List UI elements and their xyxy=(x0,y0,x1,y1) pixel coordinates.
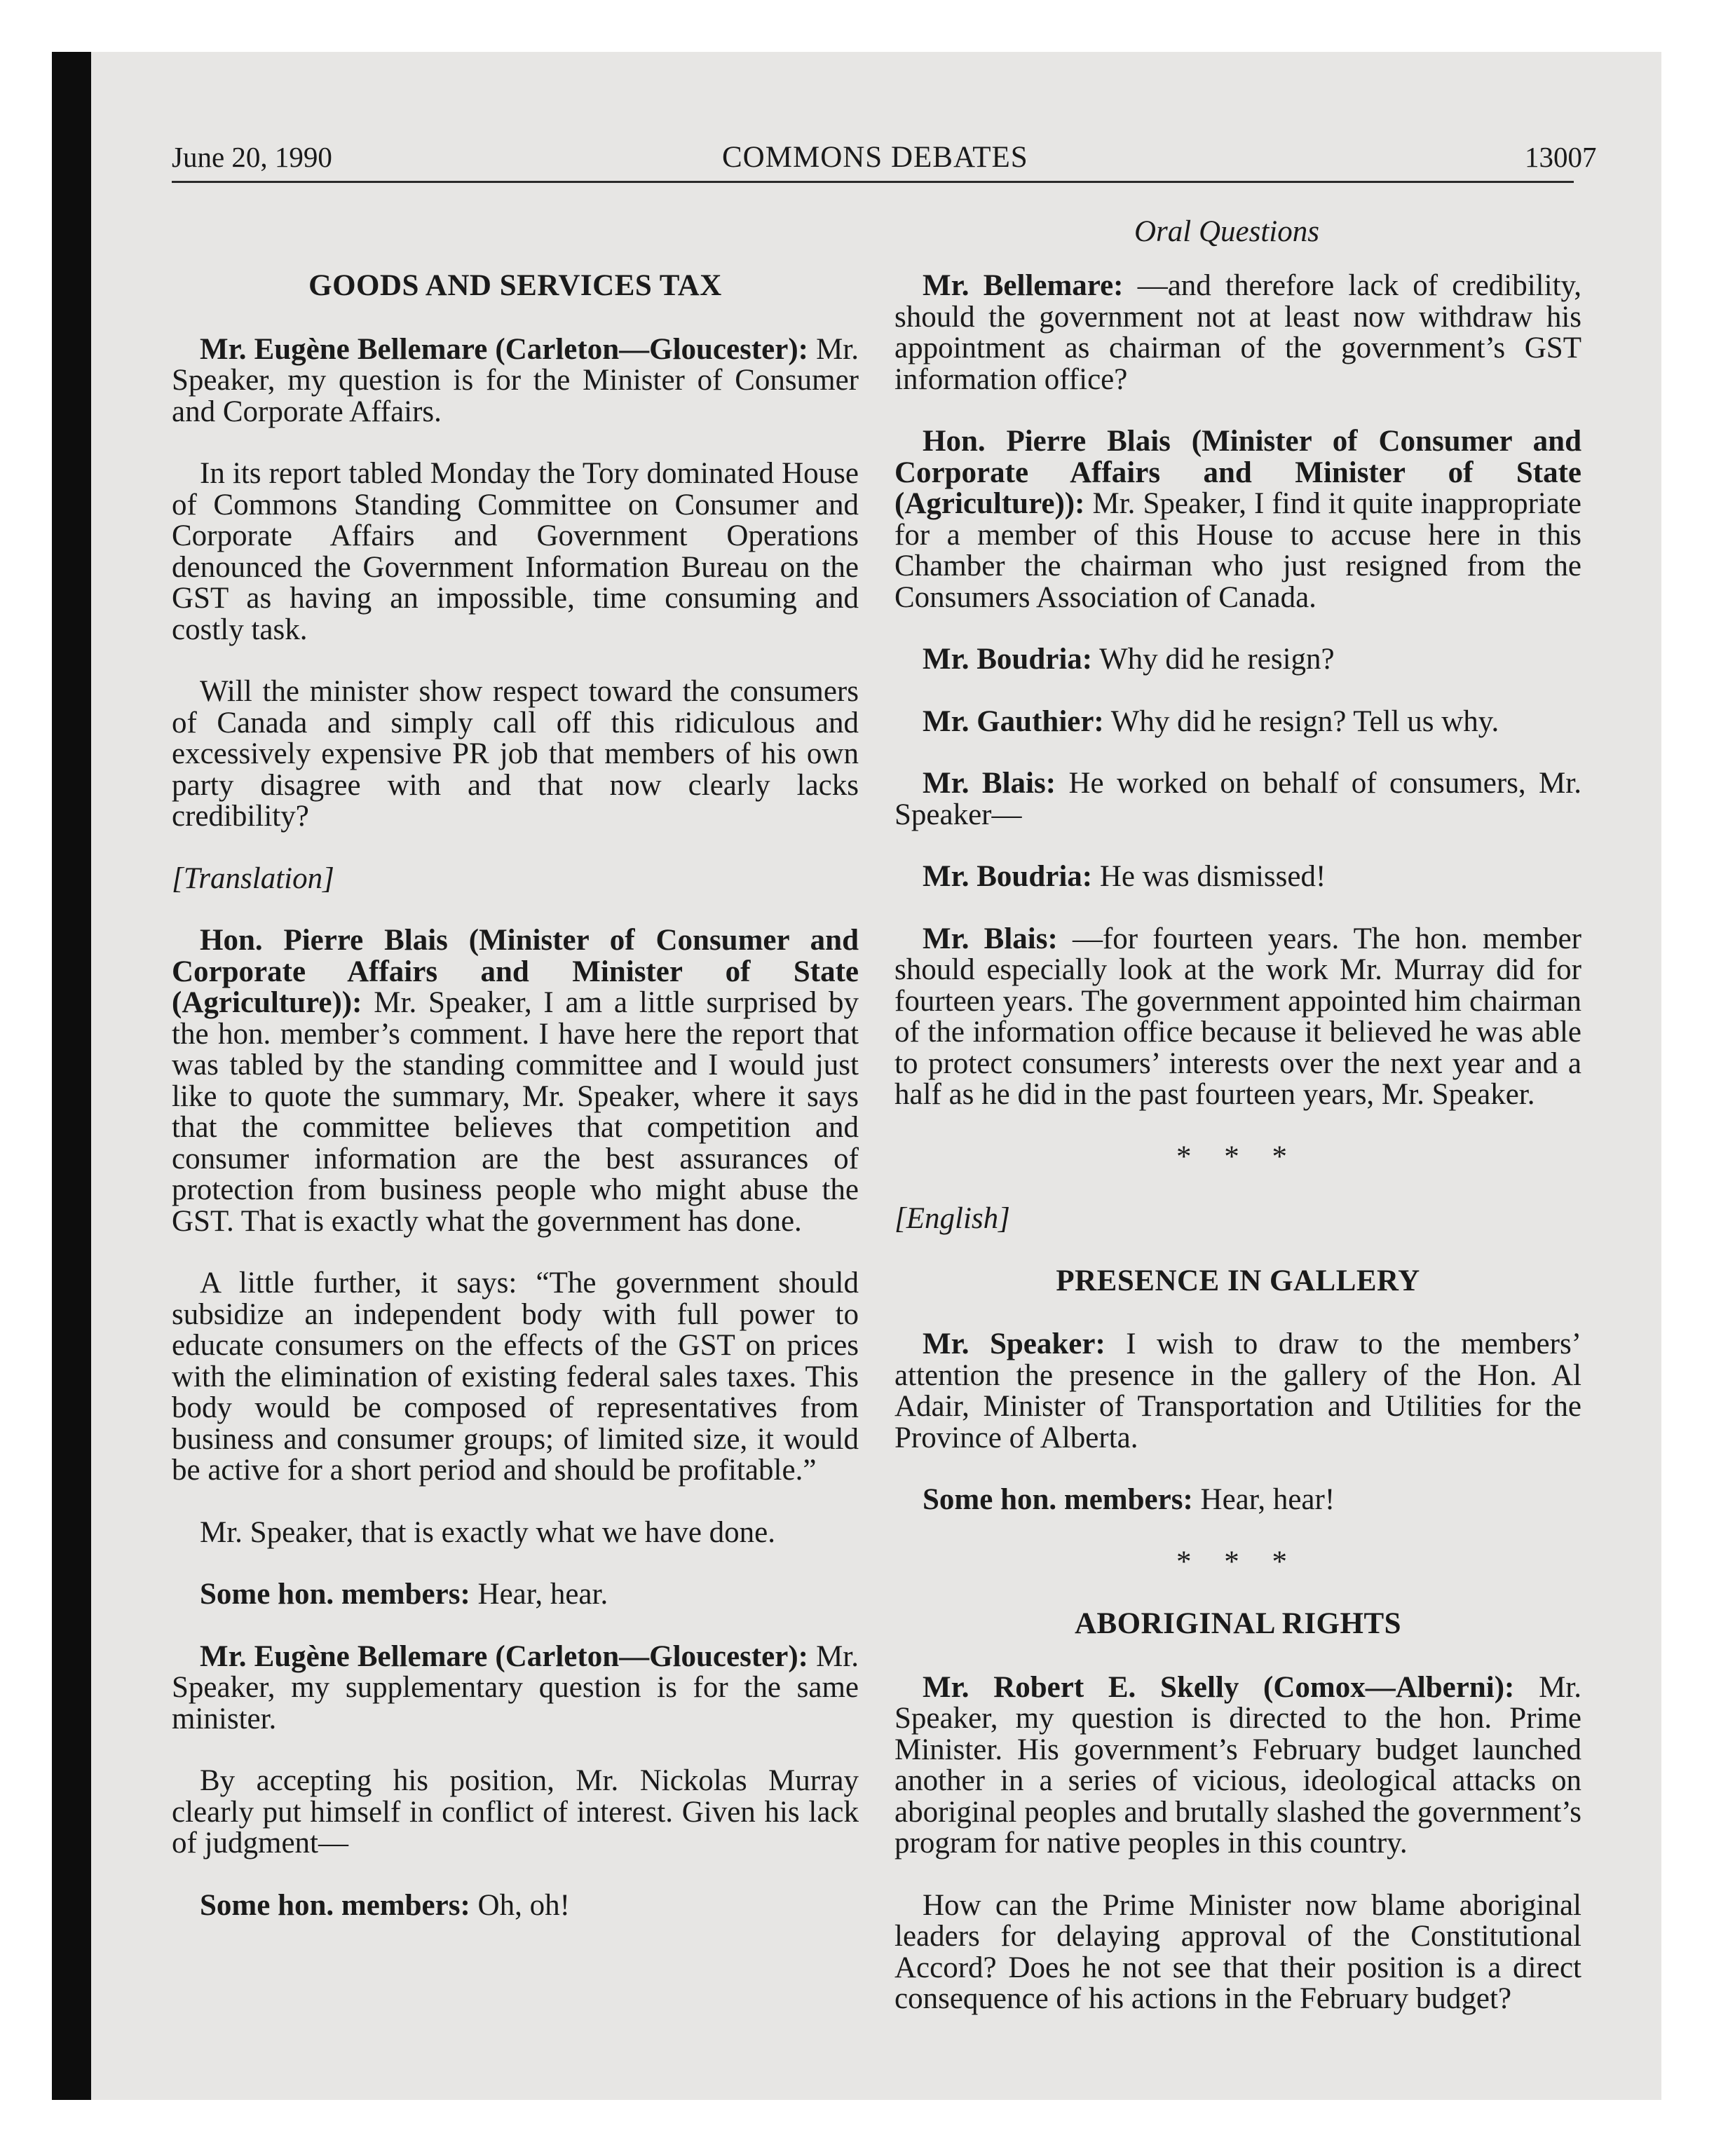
paragraph xyxy=(172,1579,859,1611)
paragraph xyxy=(894,924,1581,1111)
paragraph xyxy=(894,861,1581,893)
speaker-name: Mr. Boudria: xyxy=(923,860,1093,893)
speech-text: Oh, oh! xyxy=(470,1888,570,1922)
speech-text: Hear, hear! xyxy=(1192,1483,1335,1516)
header-title: COMMONS DEBATES xyxy=(722,141,1028,174)
paragraph xyxy=(894,704,1581,738)
speaker-name: Hon. Pierre Blais (Minister of Consumer and Corporate Affairs and Minister of State (Agriculture)): xyxy=(172,924,859,1019)
scan-edge-bar xyxy=(52,52,91,2100)
speaker-name: Mr. Blais: xyxy=(923,767,1056,800)
speaker-name: Mr. Bellemare: xyxy=(923,269,1124,302)
speech-text: Why did he resign? Tell us why. xyxy=(1103,704,1499,738)
paragraph: In its report tabled Monday the Tory dominated House of Commons Standing Committee on Consumer and Corporate Affairs and Government Operations denounced the Government Information Bureau on the GST as having an impossible, time consuming and costly task. xyxy=(172,457,859,646)
paragraph: How can the Prime Minister now blame aboriginal leaders for delaying approval of the Constitutional Accord? Does he not see that their position is a direct consequence of his actions in the February budget? xyxy=(894,1888,1581,2015)
paragraph: Will the minister show respect toward the consumers of Canada and simply call off this ridiculous and excessively expensive PR job that members of his own party disagree with and that now clearly lacks credibility? xyxy=(172,675,859,833)
speaker-name: Mr. Boudria: xyxy=(923,643,1093,676)
header-page-number: 13007 xyxy=(1525,141,1597,173)
section-separator: * * * xyxy=(1176,1140,1300,1173)
paragraph xyxy=(894,644,1581,676)
speaker-name: Mr. Blais: xyxy=(923,922,1058,955)
section-heading-gst: GOODS AND SERVICES TAX xyxy=(308,269,722,302)
header-date: June 20, 1990 xyxy=(172,141,332,173)
paragraph xyxy=(172,334,859,428)
paragraph xyxy=(172,1890,859,1922)
speaker-name: Mr. Eugène Bellemare (Carleton—Gloucester): xyxy=(200,1639,808,1673)
speaker-name: Mr. Speaker: xyxy=(923,1328,1105,1360)
paragraph xyxy=(894,1485,1581,1516)
speech-text: —for fourteen years. The hon. member should especially look at the work Mr. Murray did for fourteen years. The government appointed him chairman of the information office because it believed he was able to protect consumers’ interests over the next year and a half as he did in the past fourteen years, Mr. Speaker. xyxy=(894,922,1581,1111)
speech-text: Mr. Speaker, I find it quite inappropriate for a member of this House to accuse here in this Chamber the chairman who just resigned from the Consumers Association of Canada. xyxy=(894,487,1581,614)
speech-text: Mr. Speaker, my question is for the Minister of Consumer and Corporate Affairs. xyxy=(172,332,859,428)
speaker-name: Hon. Pierre Blais (Minister of Consumer and Corporate Affairs and Minister of State (Agriculture)): xyxy=(894,425,1581,520)
paragraph xyxy=(172,925,859,1237)
speech-text: He was dismissed! xyxy=(1092,860,1326,893)
speaker-name: Mr. Robert E. Skelly (Comox—Alberni): xyxy=(923,1670,1515,1704)
paragraph: By accepting his position, Mr. Nickolas Murray clearly put himself in conflict of interest. Given his lack of judgment— xyxy=(172,1764,859,1860)
speaker-name: Mr. Eugène Bellemare (Carleton—Gloucester): xyxy=(200,332,808,366)
left-column xyxy=(172,271,859,1952)
paragraph xyxy=(172,1639,859,1735)
paragraph xyxy=(894,768,1581,831)
paragraph xyxy=(894,1329,1581,1454)
speech-text: Mr. Speaker, my question is directed to the hon. Prime Minister. His government’s February budget launched another in a series of vicious, ideological attacks on aboriginal peoples and brutally slashed the government’s program for native peoples in this country. xyxy=(894,1670,1581,1860)
paragraph xyxy=(894,271,1581,395)
speaker-name: Some hon. members: xyxy=(923,1483,1193,1516)
section-heading-aboriginal: ABORIGINAL RIGHTS xyxy=(1074,1607,1402,1640)
speech-text: Mr. Speaker, my supplementary question is for the same minister. xyxy=(172,1639,859,1735)
section-heading-gallery: PRESENCE IN GALLERY xyxy=(1056,1264,1420,1297)
speech-text: Mr. Speaker, I am a little surprised by the hon. member’s comment. I have here the report that was tabled by the standing committee and I would just like to quote the summary, Mr. Speaker, where it says that the committee believes that competition and consumer information are the best assurances of protection from business people who might abuse the GST. That is exactly what the government has done. xyxy=(172,986,859,1238)
english-tag: [English] xyxy=(894,1202,1010,1235)
paragraph: Mr. Speaker, that is exactly what we have done. xyxy=(200,1515,775,1549)
paragraph xyxy=(894,426,1581,613)
speaker-name: Some hon. members: xyxy=(200,1578,470,1611)
speech-text: —and therefore lack of credibility, should the government not at least now withdraw his appointment as chairman of the government’s GST information office? xyxy=(894,269,1581,396)
speech-text: Why did he resign? xyxy=(1092,643,1335,676)
paragraph xyxy=(894,1672,1581,1860)
speech-text: I wish to draw to the members’ attention the presence in the gallery of the Hon. Al Adair, Minister of Transportation and Utilities for the Province of Alberta. xyxy=(894,1328,1582,1454)
header-rule xyxy=(172,181,1574,183)
paragraph: A little further, it says: “The government should subsidize an independent body with full power to educate consumers on the effects of the GST on prices with the elimination of existing federal sales taxes. This body would be composed of representatives from business and consumer groups; of limited size, it would be active for a short period and should be profitable.” xyxy=(172,1267,859,1487)
section-separator: * * * xyxy=(1176,1545,1300,1578)
speech-text: He worked on behalf of consumers, Mr. Speaker— xyxy=(894,767,1581,831)
translation-tag: [Translation] xyxy=(172,861,334,895)
right-column xyxy=(894,271,1581,2046)
running-head: Oral Questions xyxy=(1134,215,1319,248)
speaker-name: Mr. Gauthier: xyxy=(923,704,1104,738)
speech-text: Hear, hear. xyxy=(470,1578,608,1611)
speaker-name: Some hon. members: xyxy=(200,1888,470,1922)
